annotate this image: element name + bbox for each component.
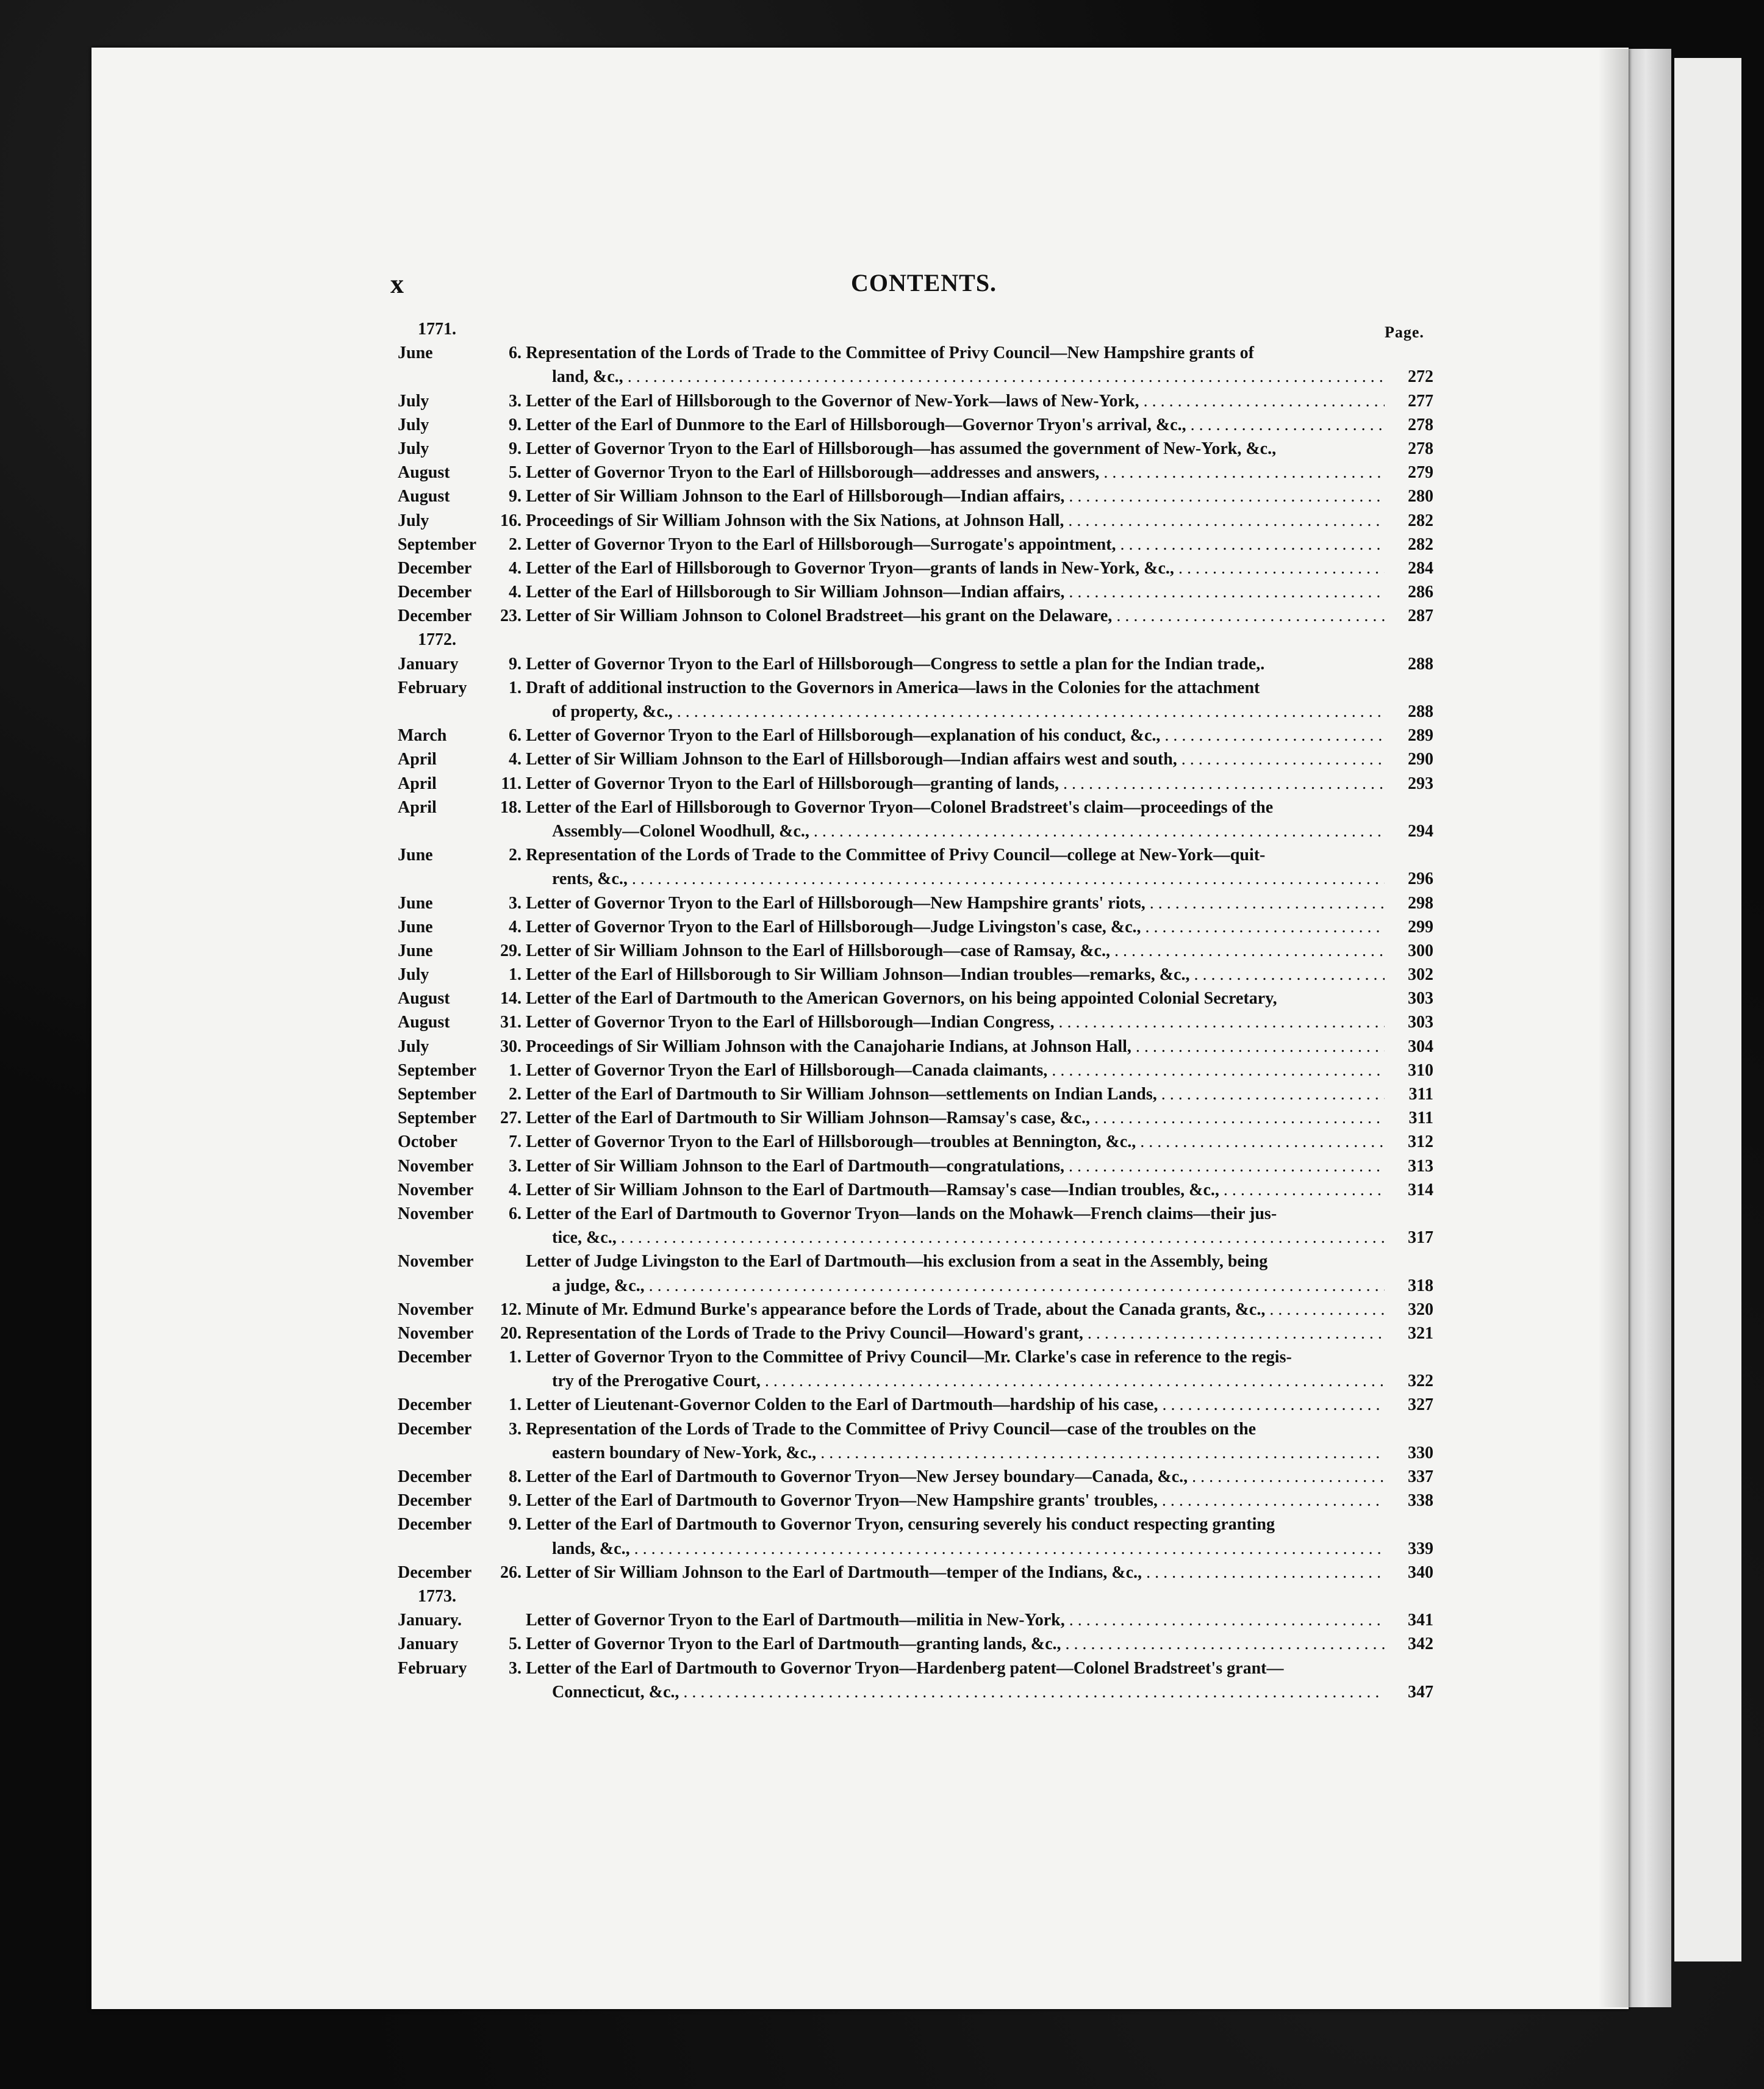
entry-day: 3.: [509, 391, 522, 411]
entry-description: Letter of Governor Tryon to the Earl of Hillsborough—New Hampshire grants' riots, . . .: [526, 891, 1385, 915]
entry-day: 18.: [500, 797, 522, 817]
entry-month: July: [398, 1037, 429, 1056]
entry-description: Letter of Sir William Johnson to the Earl of Dartmouth—temper of the Indians, &c., . . .: [526, 1561, 1385, 1584]
entry-page-number: 303: [1408, 989, 1433, 1009]
contents-entry: [396, 437, 1433, 461]
entry-page-number: 304: [1408, 1037, 1433, 1056]
entry-month: June: [398, 917, 433, 937]
contents-entry-continuation: [396, 1226, 1433, 1249]
entry-day: 2.: [509, 534, 522, 554]
entry-day: 11.: [501, 774, 522, 793]
entry-month: November: [398, 1156, 474, 1176]
entry-description: Letter of Governor Tryon to the Earl of Hillsborough—Congress to settle a plan for the Indian trade,.: [526, 654, 1265, 674]
entry-day: 4.: [509, 558, 522, 578]
contents-entry: [396, 1561, 1433, 1584]
entry-page-number: 300: [1408, 941, 1433, 960]
contents-entry: [396, 1345, 1433, 1369]
entry-description: Letter of the Earl of Dartmouth to Governor Tryon, censuring severely his conduct respecting granting: [526, 1515, 1275, 1534]
entry-month: December: [398, 1419, 472, 1439]
entry-description: Letter of Governor Tryon to the Earl of Dartmouth—granting lands, &c., . . .: [526, 1632, 1385, 1656]
entry-description: Letter of Sir William Johnson to the Earl of Dartmouth—congratulations, . . .: [526, 1154, 1385, 1178]
entry-month: September: [398, 1060, 477, 1080]
page-title: CONTENTS.: [851, 269, 997, 297]
contents-entry: [396, 1321, 1433, 1345]
entry-month: December: [398, 1467, 472, 1486]
entry-page-number: 278: [1408, 415, 1433, 434]
entry-month: December: [398, 606, 472, 626]
entry-description: lands, &c., . . .: [552, 1537, 1385, 1561]
entry-month: June: [398, 941, 433, 960]
entry-description: Proceedings of Sir William Johnson with the Six Nations, at Johnson Hall, . . .: [526, 509, 1385, 533]
entry-month: June: [398, 893, 433, 913]
contents-entry: [396, 484, 1433, 508]
entry-page-number: 299: [1408, 917, 1433, 937]
entry-day: 1.: [509, 1395, 522, 1415]
entry-page-number: 321: [1408, 1323, 1433, 1343]
entry-page-number: 318: [1408, 1276, 1433, 1295]
contents-entry: [396, 1106, 1433, 1130]
folio-number: x: [390, 269, 404, 299]
contents-entry: [396, 772, 1433, 796]
entry-day: 5.: [509, 463, 522, 483]
entry-day: 27.: [500, 1109, 522, 1128]
entry-description: try of the Prerogative Court, . . .: [552, 1369, 1385, 1393]
entry-month: June: [398, 846, 433, 865]
entry-page-number: 302: [1408, 965, 1433, 985]
entry-day: 3.: [509, 893, 522, 913]
contents-entry: [396, 556, 1433, 580]
contents-entry: [396, 676, 1433, 700]
entry-day: 16.: [500, 511, 522, 530]
entry-page-number: 310: [1408, 1060, 1433, 1080]
entry-month: February: [398, 1658, 467, 1678]
contents-entry: [396, 1512, 1433, 1536]
entry-description: tice, &c., . . .: [552, 1226, 1385, 1249]
entry-description: Letter of Sir William Johnson to the Earl of Dartmouth—Ramsay's case—Indian troubles, &c., . . .: [526, 1178, 1385, 1202]
entry-day: 23.: [500, 606, 522, 626]
entry-day: 3.: [509, 1658, 522, 1678]
contents-entry-continuation: [396, 1680, 1433, 1704]
contents-entry: [396, 1130, 1433, 1154]
entry-page-number: 347: [1408, 1682, 1433, 1702]
entry-description: Letter of Governor Tryon to the Earl of Hillsborough—granting of lands, . . .: [526, 772, 1385, 796]
entry-month: July: [398, 511, 429, 530]
entry-day: 5.: [509, 1634, 522, 1654]
entry-page-number: 298: [1408, 893, 1433, 913]
entry-month: September: [398, 1085, 477, 1104]
entry-day: 20.: [500, 1323, 522, 1343]
entry-page-number: 288: [1408, 654, 1433, 674]
entry-page-number: 320: [1408, 1300, 1433, 1319]
entry-day: 1.: [509, 1348, 522, 1367]
entry-month: September: [398, 1109, 477, 1128]
entry-month: November: [398, 1204, 474, 1223]
page-column-header: Page.: [1385, 323, 1424, 341]
entry-description: Letter of Governor Tryon to the Earl of Dartmouth—militia in New-York, . . .: [526, 1608, 1385, 1632]
entry-page-number: 282: [1408, 511, 1433, 530]
entry-month: November: [398, 1180, 474, 1199]
entry-month: July: [398, 391, 429, 411]
entry-description: Assembly—Colonel Woodhull, &c., . . .: [552, 819, 1385, 843]
entry-month: November: [398, 1252, 474, 1271]
entry-page-number: 294: [1408, 821, 1433, 841]
entry-description: Letter of Governor Tryon to the Earl of Hillsborough—addresses and answers, . . .: [526, 461, 1385, 484]
entry-description: Letter of Governor Tryon to the Earl of Hillsborough—explanation of his conduct, &c., . . .: [526, 724, 1385, 747]
entry-page-number: 322: [1408, 1372, 1433, 1391]
entry-day: 2.: [509, 1085, 522, 1104]
contents-entry: [396, 1035, 1433, 1059]
contents-entry: [396, 1656, 1433, 1680]
entry-description: Letter of the Earl of Dartmouth to Sir William Johnson—settlements on Indian Lands, . . .: [526, 1082, 1385, 1106]
page-edge: [1629, 49, 1671, 2007]
entry-day: 3.: [509, 1419, 522, 1439]
entry-month: July: [398, 415, 429, 434]
entry-month: April: [398, 797, 437, 817]
contents-entry: [396, 843, 1433, 867]
entry-page-number: 293: [1408, 774, 1433, 793]
entry-day: 7.: [509, 1132, 522, 1152]
contents-entry: [396, 1465, 1433, 1489]
entry-page-number: 317: [1408, 1228, 1433, 1248]
entry-day: 3.: [509, 1156, 522, 1176]
contents-entry: [396, 1632, 1433, 1656]
contents-entry: [396, 1202, 1433, 1226]
entry-month: June: [398, 343, 433, 363]
entry-description: Letter of Lieutenant-Governor Colden to the Earl of Dartmouth—hardship of his case, . . .: [526, 1393, 1385, 1417]
entry-page-number: 277: [1408, 391, 1433, 411]
contents-entry: [396, 891, 1433, 915]
entry-description: Letter of the Earl of Hillsborough to Sir William Johnson—Indian troubles—remarks, &c., . . .: [526, 963, 1385, 987]
entry-page-number: 327: [1408, 1395, 1433, 1415]
entry-day: 9.: [509, 654, 522, 674]
entry-description: Letter of Governor Tryon to the Earl of Hillsborough—Judge Livingston's case, &c., . . .: [526, 915, 1385, 939]
entry-description: Letter of the Earl of Hillsborough to Sir William Johnson—Indian affairs, . . .: [526, 580, 1385, 604]
entry-month: April: [398, 750, 437, 769]
contents-entry: [396, 939, 1433, 963]
entry-day: 9.: [509, 487, 522, 506]
entry-page-number: 287: [1408, 606, 1433, 626]
entry-month: March: [398, 726, 447, 746]
entry-month: December: [398, 558, 472, 578]
entry-page-number: 314: [1408, 1180, 1433, 1199]
entry-page-number: 296: [1408, 869, 1433, 889]
entry-day: 4.: [509, 750, 522, 769]
entry-day: 1.: [509, 965, 522, 985]
entry-page-number: 341: [1408, 1611, 1433, 1630]
entry-description: Letter of Governor Tryon the Earl of Hillsborough—Canada claimants, . . .: [526, 1059, 1385, 1082]
contents-entry: [396, 1010, 1433, 1034]
entry-month: December: [398, 1515, 472, 1534]
contents-entry: [396, 1154, 1433, 1178]
contents-entry-continuation: [396, 1369, 1433, 1393]
entry-month: July: [398, 965, 429, 985]
entry-month: November: [398, 1323, 474, 1343]
entry-description: land, &c., . . .: [552, 365, 1385, 389]
entry-month: January.: [398, 1611, 462, 1630]
entry-month: July: [398, 439, 429, 458]
entry-month: October: [398, 1132, 457, 1152]
entry-description: Letter of the Earl of Dartmouth to the American Governors, on his being appointed Colonial Secretary,: [526, 989, 1277, 1009]
year-heading: 1772.: [418, 630, 456, 650]
entry-month: April: [398, 774, 437, 793]
entry-page-number: 279: [1408, 463, 1433, 483]
entry-page-number: 272: [1408, 367, 1433, 387]
entry-day: 6.: [509, 1204, 522, 1223]
entry-day: 29.: [500, 941, 522, 960]
entry-page-number: 286: [1408, 583, 1433, 602]
entry-day: 9.: [509, 415, 522, 434]
entry-page-number: 337: [1408, 1467, 1433, 1486]
entry-description: Letter of the Earl of Dartmouth to Governor Tryon—New Hampshire grants' troubles, . . .: [526, 1489, 1385, 1512]
entry-day: 4.: [509, 583, 522, 602]
entry-day: 6.: [509, 726, 522, 746]
entry-day: 31.: [500, 1013, 522, 1032]
entry-description: Letter of Governor Tryon to the Earl of Hillsborough—troubles at Bennington, &c., . . .: [526, 1130, 1385, 1154]
entry-description: Letter of the Earl of Hillsborough to Governor Tryon—grants of lands in New-York, &c., . . .: [526, 556, 1385, 580]
entry-description: Representation of the Lords of Trade to the Privy Council—Howard's grant, . . .: [526, 1321, 1385, 1345]
entry-page-number: 338: [1408, 1491, 1433, 1511]
entry-description: Letter of the Earl of Hillsborough to Governor Tryon—Colonel Bradstreet's claim—proceedings of the: [526, 797, 1274, 817]
contents-entry: [396, 461, 1433, 484]
contents-entry: [396, 1082, 1433, 1106]
entry-month: August: [398, 989, 450, 1009]
contents-entry: [396, 413, 1433, 437]
entry-page-number: 311: [1408, 1085, 1433, 1104]
contents-entry: [396, 747, 1433, 771]
entry-month: August: [398, 463, 450, 483]
entry-description: rents, &c., . . .: [552, 867, 1385, 891]
contents-entry-continuation: [396, 1441, 1433, 1465]
entry-description: Letter of Governor Tryon to the Earl of Hillsborough—Surrogate's appointment, . . .: [526, 533, 1385, 556]
entry-description: Letter of Sir William Johnson to the Earl of Hillsborough—Indian affairs, . . .: [526, 484, 1385, 508]
entry-description: Letter of Sir William Johnson to the Earl of Hillsborough—Indian affairs west and south, . . .: [526, 747, 1385, 771]
entry-description: eastern boundary of New-York, &c., . . .: [552, 1441, 1385, 1465]
contents-entry: [396, 652, 1433, 676]
entry-day: 4.: [509, 917, 522, 937]
contents-entry: [396, 796, 1433, 819]
contents-entry: [396, 963, 1433, 987]
entry-day: 6.: [509, 343, 522, 363]
entry-description: Letter of Judge Livingston to the Earl of Dartmouth—his exclusion from a seat in the Assembly, being: [526, 1252, 1268, 1271]
entry-description: Representation of the Lords of Trade to the Committee of Privy Council—college at New-York—quit-: [526, 846, 1266, 865]
entry-page-number: 311: [1408, 1109, 1433, 1128]
contents-entry: [396, 1417, 1433, 1441]
entry-description: Letter of the Earl of Dartmouth to Governor Tryon—New Jersey boundary—Canada, &c., . . .: [526, 1465, 1385, 1489]
entry-day: 2.: [509, 846, 522, 865]
page-curl-shadow: [1598, 49, 1629, 2007]
entry-month: February: [398, 678, 467, 697]
entry-page-number: 290: [1408, 750, 1433, 769]
entry-description: Letter of Governor Tryon to the Earl of Hillsborough—Indian Congress, . . .: [526, 1010, 1385, 1034]
contents-entry: [396, 509, 1433, 533]
entry-month: January: [398, 654, 459, 674]
entry-day: 30.: [500, 1037, 522, 1056]
contents-entry: [396, 1393, 1433, 1417]
contents-entry: [396, 533, 1433, 556]
next-page-strip: [1674, 58, 1741, 1961]
contents-entry-continuation: [396, 700, 1433, 724]
entry-month: December: [398, 1491, 472, 1511]
entry-page-number: 342: [1408, 1634, 1433, 1654]
contents-entry-continuation: [396, 867, 1433, 891]
contents-entry: [396, 341, 1433, 365]
entry-description: a judge, &c., . . .: [552, 1274, 1385, 1298]
contents-entry: [396, 1489, 1433, 1512]
contents-entry: [396, 580, 1433, 604]
contents-entry: [396, 987, 1433, 1010]
entry-description: Letter of Governor Tryon to the Committee of Privy Council—Mr. Clarke's case in reference to the regis-: [526, 1348, 1292, 1367]
entry-day: 1.: [509, 1060, 522, 1080]
entry-page-number: 280: [1408, 487, 1433, 506]
entry-description: Representation of the Lords of Trade to the Committee of Privy Council—case of the troubles on the: [526, 1419, 1257, 1439]
entry-description: Minute of Mr. Edmund Burke's appearance before the Lords of Trade, about the Canada grants, &c., . . .: [526, 1298, 1385, 1321]
entry-description: Representation of the Lords of Trade to the Committee of Privy Council—New Hampshire grants of: [526, 343, 1255, 363]
contents-entry: [396, 1178, 1433, 1202]
entry-page-number: 303: [1408, 1013, 1433, 1032]
entry-month: December: [398, 1395, 472, 1415]
entry-page-number: 312: [1408, 1132, 1433, 1152]
entry-month: January: [398, 1634, 459, 1654]
entry-day: 14.: [500, 989, 522, 1009]
entry-month: September: [398, 534, 477, 554]
entry-day: 1.: [509, 678, 522, 697]
entry-description: Letter of Sir William Johnson to the Earl of Hillsborough—case of Ramsay, &c., . . .: [526, 939, 1385, 963]
contents-entry: [396, 389, 1433, 413]
contents-entry: [396, 1249, 1433, 1273]
contents-entry: [396, 604, 1433, 628]
contents-list: [396, 317, 1433, 1704]
entry-description: Letter of the Earl of Dartmouth to Governor Tryon—lands on the Mohawk—French claims—their jus-: [526, 1204, 1277, 1223]
entry-day: 9.: [509, 1491, 522, 1511]
entry-page-number: 330: [1408, 1443, 1433, 1462]
contents-entry-continuation: [396, 365, 1433, 389]
entry-description: Letter of Governor Tryon to the Earl of Hillsborough—has assumed the government of New-York, &c.,: [526, 439, 1277, 458]
entry-day: 9.: [509, 1515, 522, 1534]
contents-entry-continuation: [396, 819, 1433, 843]
entry-page-number: 284: [1408, 558, 1433, 578]
entry-page-number: 339: [1408, 1539, 1433, 1558]
entry-description: Letter of the Earl of Dartmouth to Sir William Johnson—Ramsay's case, &c., . . .: [526, 1106, 1385, 1130]
entry-month: August: [398, 1013, 450, 1032]
entry-description: Letter of the Earl of Dunmore to the Earl of Hillsborough—Governor Tryon's arrival, &c., . . .: [526, 413, 1385, 437]
entry-description: Connecticut, &c., . . .: [552, 1680, 1385, 1704]
entry-description: of property, &c., . . .: [552, 700, 1385, 724]
entry-description: Letter of Sir William Johnson to Colonel Bradstreet—his grant on the Delaware, . . .: [526, 604, 1385, 628]
contents-entry: [396, 1059, 1433, 1082]
year-heading: 1773.: [418, 1586, 456, 1606]
entry-month: December: [398, 1348, 472, 1367]
entry-page-number: 313: [1408, 1156, 1433, 1176]
entry-month: August: [398, 487, 450, 506]
entry-day: 4.: [509, 1180, 522, 1199]
entry-day: 26.: [500, 1562, 522, 1582]
contents-entry: [396, 1608, 1433, 1632]
entry-description: Letter of the Earl of Hillsborough to the Governor of New-York—laws of New-York, . . .: [526, 389, 1385, 413]
entry-page-number: 289: [1408, 726, 1433, 746]
entry-page-number: 288: [1408, 702, 1433, 721]
entry-month: December: [398, 583, 472, 602]
entry-day: 9.: [509, 439, 522, 458]
entry-day: 12.: [500, 1300, 522, 1319]
contents-entry-continuation: [396, 1274, 1433, 1298]
contents-entry-continuation: [396, 1537, 1433, 1561]
entry-month: December: [398, 1562, 472, 1582]
contents-entry: [396, 724, 1433, 747]
entry-description: Draft of additional instruction to the Governors in America—laws in the Colonies for the attachment: [526, 678, 1260, 697]
entry-month: November: [398, 1300, 474, 1319]
entry-page-number: 278: [1408, 439, 1433, 458]
entry-description: Proceedings of Sir William Johnson with the Canajoharie Indians, at Johnson Hall, . . .: [526, 1035, 1385, 1059]
entry-page-number: 340: [1408, 1562, 1433, 1582]
entry-page-number: 282: [1408, 534, 1433, 554]
contents-entry: [396, 915, 1433, 939]
year-heading: 1771.: [418, 320, 456, 339]
contents-entry: [396, 1298, 1433, 1321]
entry-description: Letter of the Earl of Dartmouth to Governor Tryon—Hardenberg patent—Colonel Bradstreet's grant—: [526, 1658, 1284, 1678]
entry-day: 8.: [509, 1467, 522, 1486]
